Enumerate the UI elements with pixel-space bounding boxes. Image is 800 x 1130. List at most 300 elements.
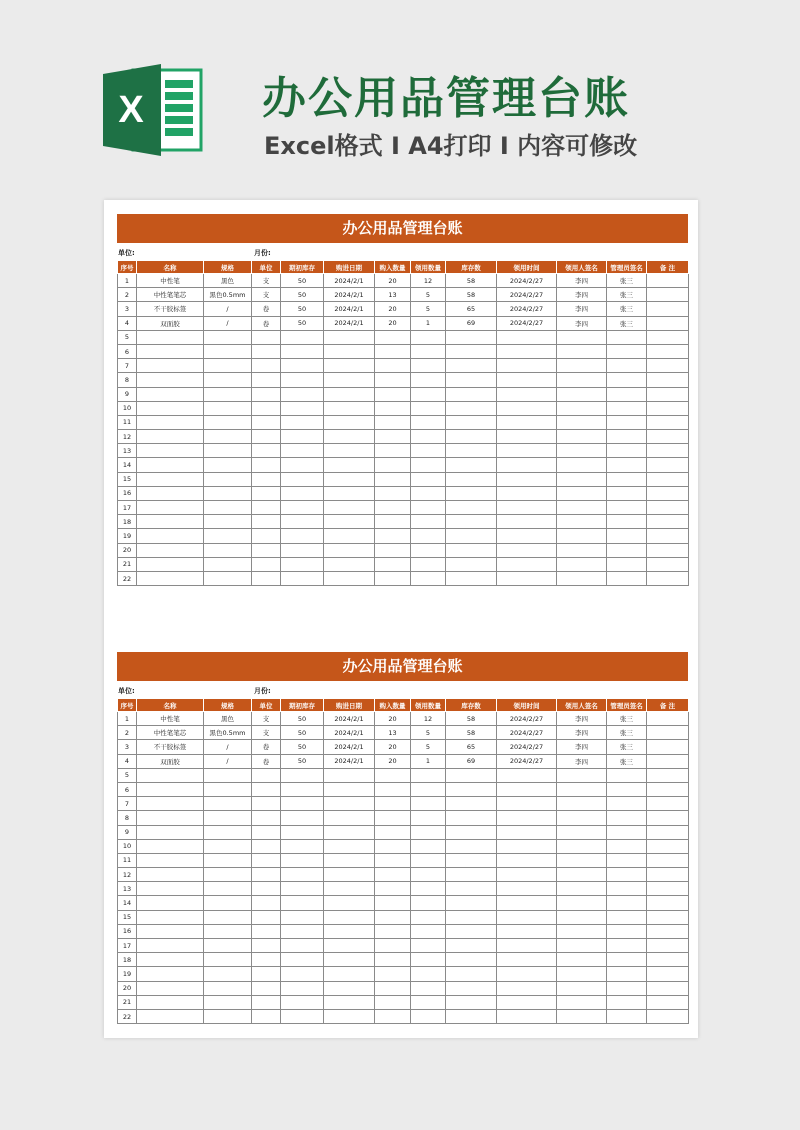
table-cell[interactable]: 7 [118,359,137,373]
table-cell[interactable] [497,939,557,953]
table-cell[interactable] [557,330,607,344]
table-cell[interactable] [252,896,281,910]
table-cell[interactable] [137,896,204,910]
table-cell[interactable]: 17 [118,501,137,515]
table-cell[interactable] [204,359,252,373]
table-cell[interactable] [204,967,252,981]
table-cell[interactable]: 16 [118,486,137,500]
table-cell[interactable] [252,924,281,938]
table-cell[interactable]: 张三 [607,726,647,740]
table-cell[interactable] [647,401,689,415]
table-cell[interactable] [446,981,497,995]
table-cell[interactable] [375,387,411,401]
table-cell[interactable] [607,359,647,373]
table-cell[interactable]: 58 [446,288,497,302]
table-cell[interactable]: 69 [446,316,497,330]
table-cell[interactable] [607,782,647,796]
table-cell[interactable] [647,825,689,839]
table-cell[interactable] [204,896,252,910]
table-cell[interactable] [446,1009,497,1023]
table-cell[interactable] [446,344,497,358]
table-cell[interactable] [204,330,252,344]
table-cell[interactable] [324,797,375,811]
table-cell[interactable] [446,797,497,811]
table-cell[interactable] [497,330,557,344]
table-cell[interactable] [647,557,689,571]
table-cell[interactable]: 李四 [557,712,607,726]
table-cell[interactable] [137,330,204,344]
table-cell[interactable] [647,415,689,429]
table-cell[interactable] [647,373,689,387]
table-cell[interactable]: 张三 [607,740,647,754]
table-cell[interactable] [137,415,204,429]
table-cell[interactable] [607,415,647,429]
table-cell[interactable] [557,415,607,429]
table-cell[interactable] [411,458,446,472]
table-cell[interactable] [324,387,375,401]
table-cell[interactable] [252,515,281,529]
table-cell[interactable] [137,344,204,358]
table-cell[interactable] [557,401,607,415]
table-cell[interactable] [411,853,446,867]
table-cell[interactable]: 6 [118,782,137,796]
table-cell[interactable] [497,543,557,557]
table-cell[interactable]: 2024/2/1 [324,288,375,302]
table-cell[interactable] [647,782,689,796]
table-cell[interactable]: 双面胶 [137,754,204,768]
table-cell[interactable] [446,543,497,557]
table-cell[interactable] [204,953,252,967]
table-cell[interactable] [281,882,324,896]
table-cell[interactable] [557,529,607,543]
table-cell[interactable] [137,359,204,373]
table-cell[interactable]: 4 [118,754,137,768]
table-cell[interactable]: 支 [252,726,281,740]
table-cell[interactable] [497,387,557,401]
table-cell[interactable]: 张三 [607,754,647,768]
table-cell[interactable]: 黑色 [204,274,252,288]
table-cell[interactable] [411,868,446,882]
table-cell[interactable] [647,768,689,782]
table-cell[interactable] [252,415,281,429]
table-cell[interactable] [281,373,324,387]
table-cell[interactable] [204,995,252,1009]
table-cell[interactable] [204,458,252,472]
table-cell[interactable] [375,515,411,529]
table-cell[interactable] [497,1009,557,1023]
table-cell[interactable] [411,967,446,981]
table-cell[interactable] [252,868,281,882]
table-cell[interactable] [446,557,497,571]
table-cell[interactable] [557,825,607,839]
table-cell[interactable]: 12 [411,712,446,726]
table-cell[interactable] [324,330,375,344]
table-cell[interactable] [607,529,647,543]
table-cell[interactable] [607,557,647,571]
table-cell[interactable] [204,557,252,571]
table-cell[interactable] [446,515,497,529]
table-cell[interactable]: 8 [118,373,137,387]
table-cell[interactable] [375,1009,411,1023]
table-cell[interactable] [446,486,497,500]
table-cell[interactable]: 13 [118,882,137,896]
table-cell[interactable]: 14 [118,896,137,910]
table-cell[interactable] [375,557,411,571]
table-cell[interactable] [204,768,252,782]
table-cell[interactable] [497,825,557,839]
table-cell[interactable] [411,1009,446,1023]
table-cell[interactable] [497,444,557,458]
table-cell[interactable] [252,359,281,373]
table-cell[interactable]: 12 [118,430,137,444]
table-cell[interactable] [375,924,411,938]
table-cell[interactable]: 50 [281,712,324,726]
table-cell[interactable] [647,939,689,953]
table-cell[interactable] [557,910,607,924]
table-cell[interactable]: 卷 [252,302,281,316]
table-cell[interactable] [497,768,557,782]
table-cell[interactable] [557,1009,607,1023]
table-cell[interactable] [324,344,375,358]
table-cell[interactable] [446,529,497,543]
table-cell[interactable] [252,387,281,401]
table-cell[interactable]: 2 [118,726,137,740]
table-cell[interactable] [607,344,647,358]
table-cell[interactable] [446,444,497,458]
table-cell[interactable] [557,373,607,387]
table-cell[interactable]: 李四 [557,316,607,330]
table-cell[interactable] [557,896,607,910]
table-cell[interactable] [281,825,324,839]
table-cell[interactable] [497,853,557,867]
table-cell[interactable] [324,882,375,896]
table-cell[interactable]: 8 [118,811,137,825]
table-cell[interactable] [607,797,647,811]
table-cell[interactable] [375,529,411,543]
table-cell[interactable] [497,924,557,938]
table-cell[interactable] [281,430,324,444]
table-cell[interactable] [497,501,557,515]
table-cell[interactable] [607,953,647,967]
table-cell[interactable] [446,373,497,387]
table-cell[interactable] [204,939,252,953]
table-cell[interactable] [137,910,204,924]
table-cell[interactable] [607,939,647,953]
table-cell[interactable] [647,754,689,768]
table-cell[interactable] [252,430,281,444]
table-cell[interactable] [204,472,252,486]
table-cell[interactable] [607,811,647,825]
table-cell[interactable]: 5 [411,302,446,316]
table-cell[interactable] [324,543,375,557]
table-cell[interactable] [647,967,689,981]
table-cell[interactable] [375,868,411,882]
table-cell[interactable] [252,571,281,585]
table-cell[interactable]: 3 [118,740,137,754]
table-cell[interactable] [252,825,281,839]
table-cell[interactable] [324,458,375,472]
table-cell[interactable] [497,981,557,995]
table-cell[interactable] [411,430,446,444]
table-cell[interactable] [324,430,375,444]
table-cell[interactable] [375,910,411,924]
table-cell[interactable] [647,274,689,288]
table-cell[interactable] [647,529,689,543]
table-cell[interactable] [281,529,324,543]
table-cell[interactable] [607,1009,647,1023]
table-cell[interactable]: 李四 [557,740,607,754]
table-cell[interactable]: 58 [446,726,497,740]
table-cell[interactable] [607,924,647,938]
table-cell[interactable] [497,515,557,529]
table-cell[interactable]: 张三 [607,712,647,726]
table-cell[interactable] [411,782,446,796]
table-cell[interactable]: / [204,316,252,330]
table-cell[interactable] [607,472,647,486]
table-cell[interactable] [607,768,647,782]
table-cell[interactable] [137,882,204,896]
table-cell[interactable] [281,839,324,853]
table-cell[interactable] [557,458,607,472]
table-cell[interactable]: 17 [118,939,137,953]
table-cell[interactable] [497,797,557,811]
table-cell[interactable] [557,967,607,981]
table-cell[interactable] [204,543,252,557]
table-cell[interactable] [252,373,281,387]
table-cell[interactable] [252,344,281,358]
table-cell[interactable] [252,472,281,486]
table-cell[interactable] [137,782,204,796]
table-cell[interactable] [137,967,204,981]
table-cell[interactable] [204,387,252,401]
table-cell[interactable] [137,924,204,938]
table-cell[interactable] [647,543,689,557]
table-cell[interactable] [204,373,252,387]
table-cell[interactable] [375,782,411,796]
table-cell[interactable] [324,953,375,967]
table-cell[interactable] [324,529,375,543]
table-cell[interactable] [204,924,252,938]
table-cell[interactable] [411,768,446,782]
table-cell[interactable] [557,344,607,358]
table-cell[interactable] [446,430,497,444]
table-cell[interactable] [557,995,607,1009]
table-cell[interactable] [607,896,647,910]
table-cell[interactable] [607,868,647,882]
table-cell[interactable] [252,782,281,796]
table-cell[interactable] [497,529,557,543]
table-cell[interactable]: 13 [375,288,411,302]
table-cell[interactable] [137,571,204,585]
table-cell[interactable] [411,543,446,557]
table-cell[interactable] [375,797,411,811]
table-cell[interactable]: 20 [375,316,411,330]
table-cell[interactable] [647,316,689,330]
table-cell[interactable] [557,444,607,458]
table-cell[interactable] [281,515,324,529]
table-cell[interactable] [137,825,204,839]
table-cell[interactable] [375,939,411,953]
table-cell[interactable] [446,839,497,853]
table-cell[interactable] [607,444,647,458]
table-cell[interactable] [557,981,607,995]
table-cell[interactable] [411,811,446,825]
table-cell[interactable] [324,910,375,924]
table-cell[interactable] [252,768,281,782]
table-cell[interactable] [557,571,607,585]
table-cell[interactable] [281,501,324,515]
table-cell[interactable] [137,1009,204,1023]
table-cell[interactable]: 50 [281,726,324,740]
table-cell[interactable] [137,953,204,967]
table-cell[interactable] [411,344,446,358]
table-cell[interactable] [647,571,689,585]
table-cell[interactable] [324,981,375,995]
table-cell[interactable] [497,430,557,444]
table-cell[interactable]: 卷 [252,316,281,330]
table-cell[interactable] [375,501,411,515]
table-cell[interactable] [324,571,375,585]
table-cell[interactable] [252,953,281,967]
table-cell[interactable] [375,458,411,472]
table-cell[interactable]: 2024/2/1 [324,740,375,754]
table-cell[interactable] [204,1009,252,1023]
table-cell[interactable] [281,768,324,782]
table-cell[interactable]: 19 [118,967,137,981]
table-cell[interactable] [557,557,607,571]
table-cell[interactable] [497,967,557,981]
table-cell[interactable] [252,967,281,981]
table-cell[interactable] [281,458,324,472]
table-cell[interactable] [647,387,689,401]
table-cell[interactable] [375,882,411,896]
table-cell[interactable] [557,797,607,811]
table-cell[interactable] [137,501,204,515]
table-cell[interactable]: 李四 [557,754,607,768]
table-cell[interactable] [411,486,446,500]
table-cell[interactable] [607,330,647,344]
table-cell[interactable] [446,939,497,953]
table-cell[interactable] [607,373,647,387]
table-cell[interactable] [281,910,324,924]
table-cell[interactable] [647,953,689,967]
table-cell[interactable] [375,415,411,429]
table-cell[interactable] [281,939,324,953]
table-cell[interactable] [557,924,607,938]
table-cell[interactable] [647,359,689,373]
table-cell[interactable]: 2024/2/1 [324,302,375,316]
table-cell[interactable] [281,1009,324,1023]
table-cell[interactable] [607,839,647,853]
table-cell[interactable] [281,415,324,429]
table-cell[interactable] [446,501,497,515]
table-cell[interactable] [204,868,252,882]
table-cell[interactable]: 13 [375,726,411,740]
table-cell[interactable] [557,486,607,500]
table-cell[interactable]: 1 [118,274,137,288]
table-cell[interactable] [375,896,411,910]
table-cell[interactable]: 李四 [557,726,607,740]
table-cell[interactable] [252,939,281,953]
table-cell[interactable] [497,472,557,486]
table-cell[interactable] [137,853,204,867]
table-cell[interactable] [252,486,281,500]
table-cell[interactable] [204,415,252,429]
table-cell[interactable] [204,344,252,358]
table-cell[interactable] [647,868,689,882]
table-cell[interactable]: 19 [118,529,137,543]
table-cell[interactable] [324,839,375,853]
table-cell[interactable] [557,387,607,401]
table-cell[interactable] [647,740,689,754]
table-cell[interactable]: 20 [375,754,411,768]
table-cell[interactable] [446,953,497,967]
table-cell[interactable] [324,415,375,429]
table-cell[interactable] [137,401,204,415]
table-cell[interactable]: 11 [118,853,137,867]
table-cell[interactable] [324,401,375,415]
table-cell[interactable]: 李四 [557,288,607,302]
table-cell[interactable] [647,458,689,472]
table-cell[interactable]: 1 [411,316,446,330]
table-cell[interactable] [647,515,689,529]
table-cell[interactable]: 14 [118,458,137,472]
table-cell[interactable] [446,782,497,796]
table-cell[interactable] [252,444,281,458]
table-cell[interactable] [497,953,557,967]
table-cell[interactable] [281,811,324,825]
table-cell[interactable] [647,712,689,726]
table-cell[interactable] [281,853,324,867]
table-cell[interactable] [252,811,281,825]
table-cell[interactable] [647,501,689,515]
table-cell[interactable] [375,768,411,782]
table-cell[interactable] [252,1009,281,1023]
table-cell[interactable] [411,529,446,543]
table-cell[interactable]: 21 [118,995,137,1009]
table-cell[interactable] [647,995,689,1009]
table-cell[interactable] [411,387,446,401]
table-cell[interactable] [411,924,446,938]
table-cell[interactable] [557,501,607,515]
table-cell[interactable] [647,430,689,444]
table-cell[interactable]: / [204,740,252,754]
table-cell[interactable] [204,401,252,415]
table-cell[interactable] [446,415,497,429]
table-cell[interactable]: 50 [281,302,324,316]
table-cell[interactable] [607,515,647,529]
table-cell[interactable]: 支 [252,712,281,726]
table-cell[interactable] [137,868,204,882]
table-cell[interactable]: 不干胶标签 [137,302,204,316]
table-cell[interactable]: 张三 [607,274,647,288]
table-cell[interactable] [324,967,375,981]
table-cell[interactable]: 2024/2/27 [497,740,557,754]
table-cell[interactable]: 13 [118,444,137,458]
table-cell[interactable] [647,444,689,458]
table-cell[interactable] [375,995,411,1009]
table-cell[interactable] [204,430,252,444]
table-cell[interactable]: 2024/2/1 [324,316,375,330]
table-cell[interactable] [607,571,647,585]
table-cell[interactable] [647,981,689,995]
table-cell[interactable] [324,995,375,1009]
table-cell[interactable] [411,359,446,373]
table-cell[interactable] [411,501,446,515]
table-cell[interactable] [324,768,375,782]
table-cell[interactable] [557,515,607,529]
table-cell[interactable] [204,501,252,515]
